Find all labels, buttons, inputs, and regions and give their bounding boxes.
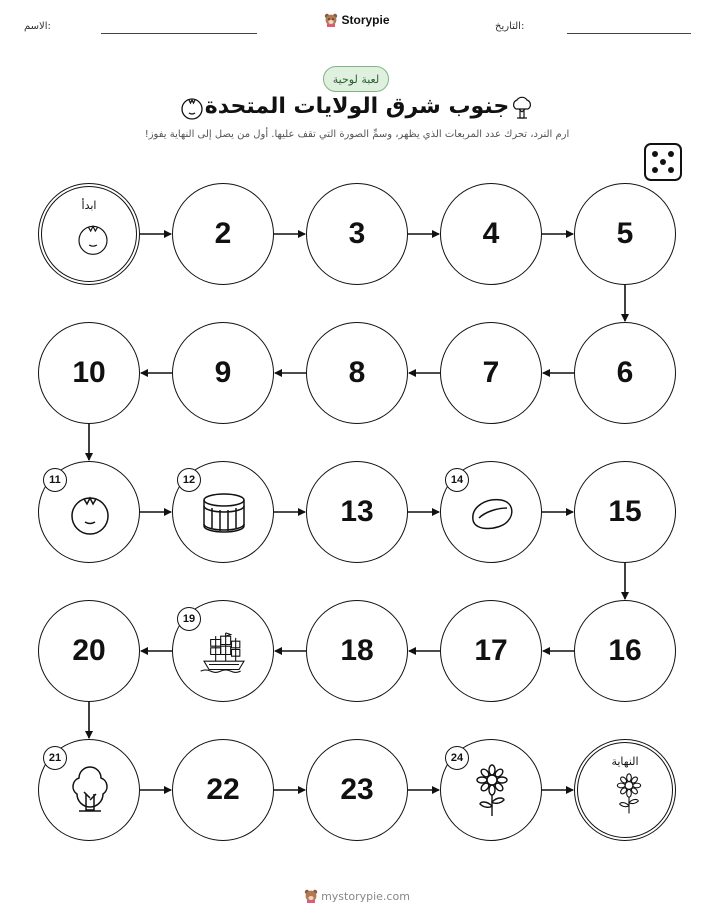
board-space-4[interactable] [440, 183, 542, 285]
footer-url: mystorypie.com [321, 890, 410, 903]
board-space-23[interactable] [306, 739, 408, 841]
brand-name: Storypie [341, 13, 390, 28]
space-number-badge: 11 [43, 468, 67, 492]
space-number: 2 [214, 217, 232, 250]
start-space[interactable] [38, 183, 140, 285]
space-number: 4 [482, 217, 500, 250]
finish-space[interactable] [574, 739, 676, 841]
space-number-badge: 21 [43, 746, 67, 770]
space-number: 15 [608, 495, 642, 528]
drum-icon [199, 486, 249, 540]
board-space-20[interactable] [38, 600, 140, 702]
date-label: التاريخ: [495, 21, 525, 32]
game-type-badge: لعبة لوحية [323, 66, 389, 92]
board-space-18[interactable] [306, 600, 408, 702]
blueberry-icon [65, 486, 115, 540]
board-space-13[interactable] [306, 461, 408, 563]
board-space-5[interactable] [574, 183, 676, 285]
board-space-24[interactable] [440, 739, 542, 841]
board-space-3[interactable] [306, 183, 408, 285]
board-space-16[interactable] [574, 600, 676, 702]
space-number: 16 [608, 634, 642, 667]
board-space-6[interactable] [574, 322, 676, 424]
page-title: جنوب شرق الولايات المتحدة [204, 94, 510, 119]
name-label: الاسم: [24, 21, 51, 32]
board-space-14[interactable] [440, 461, 542, 563]
board-space-9[interactable] [172, 322, 274, 424]
sunflower-icon [609, 773, 649, 815]
space-number: 13 [340, 495, 374, 528]
space-number-badge: 19 [177, 607, 201, 631]
start-label: ابدأ [81, 199, 97, 212]
board-space-19[interactable] [172, 600, 274, 702]
board-space-17[interactable] [440, 600, 542, 702]
space-number: 20 [72, 634, 106, 667]
board-space-7[interactable] [440, 322, 542, 424]
footer-bear-icon [304, 888, 318, 906]
space-number: 17 [474, 634, 508, 667]
space-number: 10 [72, 356, 106, 389]
board-space-12[interactable] [172, 461, 274, 563]
board-space-8[interactable] [306, 322, 408, 424]
board-space-2[interactable] [172, 183, 274, 285]
space-number: 3 [348, 217, 366, 250]
board-space-10[interactable] [38, 322, 140, 424]
finish-label: النهاية [611, 755, 639, 768]
board-space-21[interactable] [38, 739, 140, 841]
board-space-15[interactable] [574, 461, 676, 563]
space-number: 23 [340, 773, 374, 806]
space-number: 22 [206, 773, 240, 806]
footer [0, 888, 714, 906]
space-number: 9 [214, 356, 232, 389]
board-space-22[interactable] [172, 739, 274, 841]
instructions: ارم النرد، تحرك عدد المربعات الذي يظهر، وسمِّ الصورة التي تقف عليها. أول من يصل إلى النهاية يفوز! [144, 129, 570, 140]
space-number: 6 [616, 356, 634, 389]
tree-icon [65, 764, 115, 818]
space-number-badge: 12 [177, 468, 201, 492]
ship-icon [199, 625, 249, 679]
board-space-11[interactable] [38, 461, 140, 563]
pecan-icon [467, 486, 517, 540]
sunflower-icon [467, 764, 517, 818]
space-number: 8 [348, 356, 366, 389]
space-number-badge: 14 [445, 468, 469, 492]
blueberry-icon [73, 217, 113, 259]
space-number: 7 [482, 356, 500, 389]
space-number: 5 [616, 217, 634, 250]
space-number-badge: 24 [445, 746, 469, 770]
space-number: 18 [340, 634, 374, 667]
